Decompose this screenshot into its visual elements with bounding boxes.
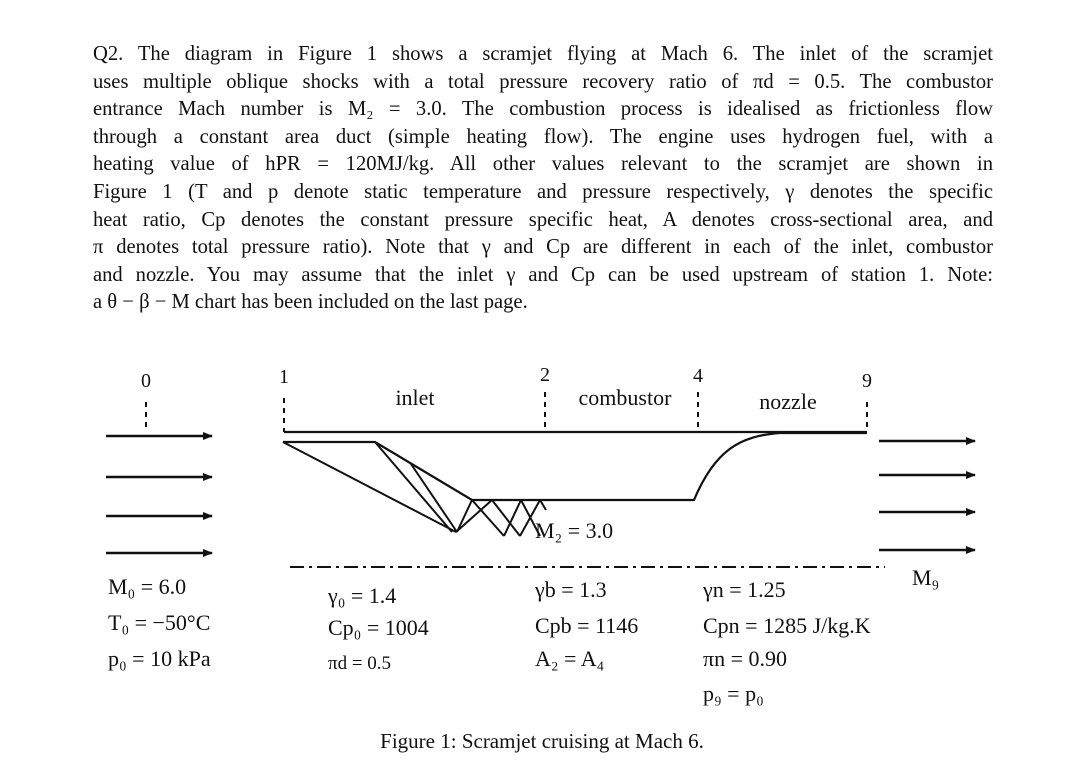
- inlet-label: inlet: [395, 385, 435, 410]
- nozzle-exit-pressure: p₉ = p₀: [703, 681, 764, 706]
- nozzle-label: nozzle: [759, 389, 817, 414]
- inlet-cp: Cp₀ = 1004: [328, 615, 429, 640]
- question-line-8: π denotes total pressure ratio). Note that γ and Cp are different in each of the inlet, combustor: [93, 236, 993, 259]
- combustor-gamma: γb = 1.3: [535, 577, 607, 602]
- station-9-label: 9: [862, 370, 872, 392]
- question-line-4: through a constant area duct (simple heating flow). The engine uses hydrogen fuel, with a: [93, 125, 993, 148]
- question-line-10: a θ − β − M chart has been included on the last page.: [93, 291, 528, 314]
- combustor-area: A₂ = A₄: [535, 646, 605, 671]
- figure-caption: Figure 1: Scramjet cruising at Mach 6.: [380, 729, 704, 753]
- m2-label: M₂ = 3.0: [535, 518, 614, 543]
- shock-train: [283, 442, 546, 536]
- nozzle-pi-n: πn = 0.90: [703, 646, 788, 671]
- station-1-label: 1: [279, 366, 289, 388]
- freestream-temperature: T₀ = −50°C: [108, 610, 211, 635]
- inlet-pi-d: πd = 0.5: [328, 653, 392, 674]
- freestream-mach: M₀ = 6.0: [108, 574, 187, 599]
- freestream-pressure: p₀ = 10 kPa: [108, 646, 211, 671]
- combustor-label: combustor: [578, 385, 672, 410]
- question-line-6: Figure 1 (T and p denote static temperature and pressure respectively, γ denotes the specific: [93, 180, 993, 203]
- m9-label: M₉: [912, 565, 940, 590]
- question-line-5: heating value of hPR = 120MJ/kg. All other values relevant to the scramjet are shown in: [93, 153, 993, 176]
- station-4-label: 4: [693, 365, 703, 387]
- question-line-3: entrance Mach number is M₂ = 3.0. The combustion process is idealised as frictionless flow: [93, 98, 993, 121]
- lower-wall: [283, 433, 867, 500]
- combustor-cp: Cpb = 1146: [535, 613, 639, 638]
- nozzle-gamma: γn = 1.25: [703, 577, 786, 602]
- question-line-1: Q2. The diagram in Figure 1 shows a scramjet flying at Mach 6. The inlet of the scramjet: [93, 43, 993, 65]
- question-line-2: uses multiple oblique shocks with a total pressure recovery ratio of πd = 0.5. The combustor: [93, 70, 993, 93]
- station-2-label: 2: [540, 364, 550, 386]
- inlet-gamma: γ₀ = 1.4: [328, 583, 397, 608]
- station-0-label: 0: [141, 370, 151, 392]
- outflow-arrows: [879, 441, 975, 550]
- question-line-7: heat ratio, Cp denotes the constant pressure specific heat, A denotes cross-sectional area, and: [93, 208, 993, 231]
- nozzle-cp: Cpn = 1285 J/kg.K: [703, 613, 871, 638]
- question-line-9: and nozzle. You may assume that the inlet γ and Cp can be used upstream of station 1. Note:: [93, 263, 993, 286]
- inflow-arrows: [106, 436, 212, 553]
